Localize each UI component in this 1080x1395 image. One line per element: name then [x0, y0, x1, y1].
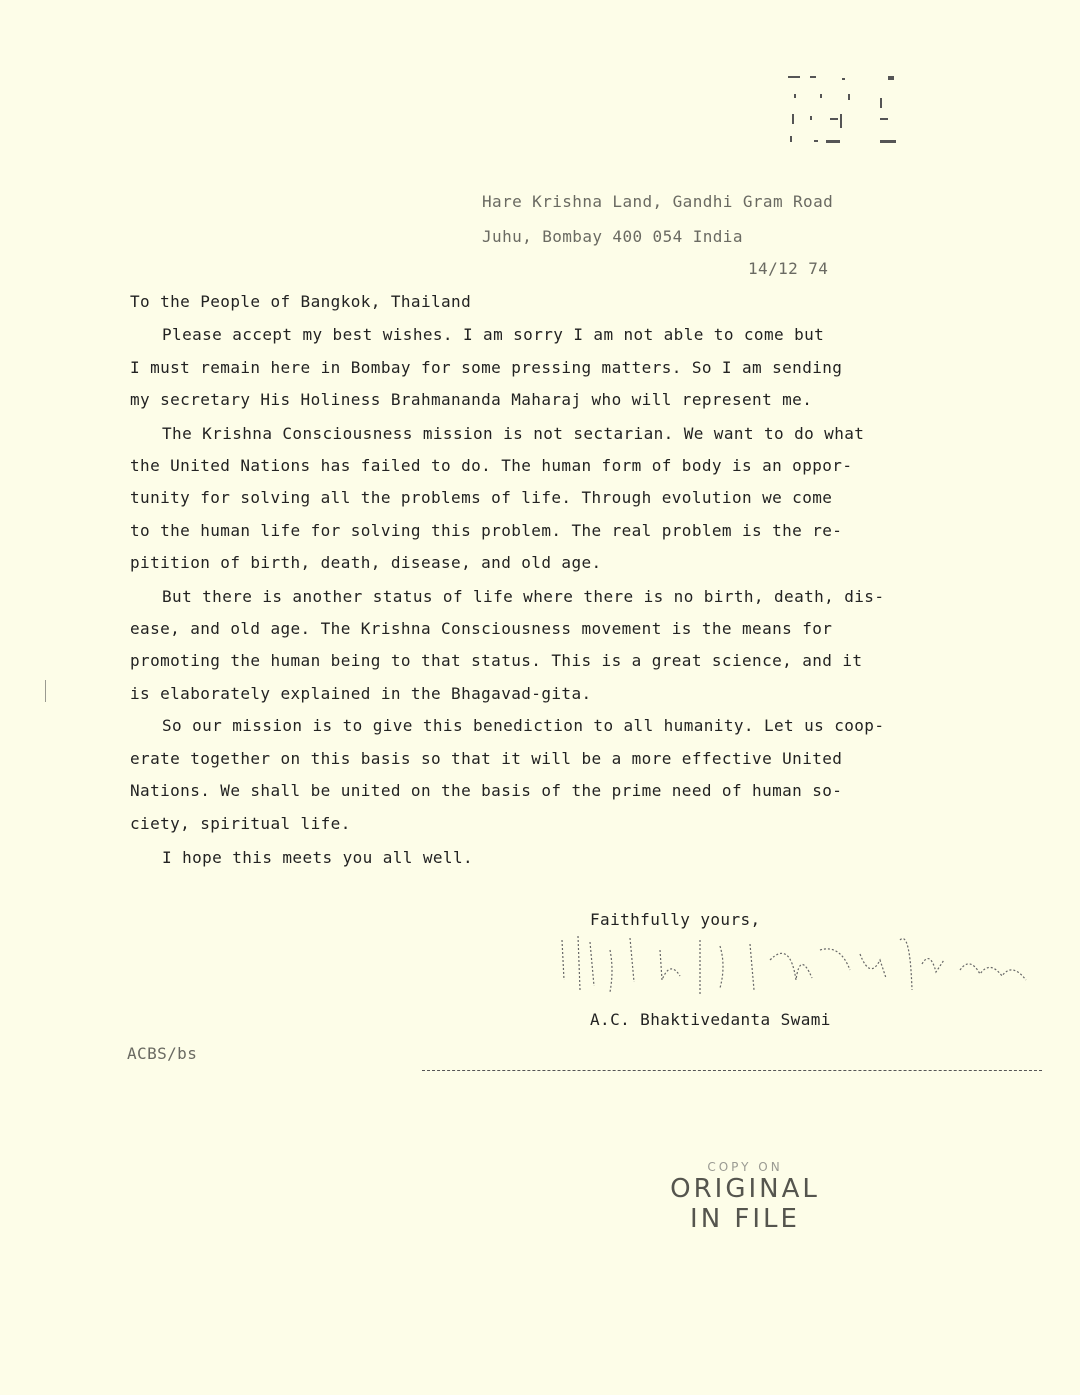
body-line: So our mission is to give this benediction to all humanity. Let us coop- [162, 716, 885, 735]
left-edge-mark [45, 680, 46, 702]
handwritten-signature [550, 920, 1050, 1010]
body-line: Nations. We shall be united on the basis of the prime need of human so- [130, 781, 843, 800]
body-line: ciety, spiritual life. [130, 814, 351, 833]
stamp-top-text: COPY ON [707, 1160, 783, 1174]
signatory-name: A.C. Bhaktivedanta Swami [590, 1010, 831, 1029]
body-line: The Krishna Consciousness mission is not sectarian. We want to do what [162, 424, 865, 443]
body-line: I must remain here in Bombay for some pressing matters. So I am sending [130, 358, 843, 377]
body-line: ease, and old age. The Krishna Consciousness movement is the means for [130, 619, 833, 638]
body-line: I hope this meets you all well. [162, 848, 474, 867]
body-line: pitition of birth, death, disease, and old age. [130, 553, 602, 572]
body-line: tunity for solving all the problems of life. Through evolution we come [130, 488, 833, 507]
letterhead-address-line-1: Hare Krishna Land, Gandhi Gram Road [482, 192, 834, 211]
original-in-file-stamp [660, 1160, 830, 1234]
body-line: my secretary His Holiness Brahmananda Maharaj who will represent me. [130, 390, 813, 409]
letterhead-address-line-2: Juhu, Bombay 400 054 India [482, 227, 743, 246]
divider-line [422, 1070, 1042, 1071]
body-line: is elaborately explained in the Bhagavad-gita. [130, 684, 592, 703]
body-line: the United Nations has failed to do. The human form of body is an oppor- [130, 456, 853, 475]
body-line: to the human life for solving this problem. The real problem is the re- [130, 521, 843, 540]
letter-date: 14/12 74 [748, 259, 829, 278]
body-line: promoting the human being to that status. This is a great science, and it [130, 651, 863, 670]
reference-initials: ACBS/bs [127, 1044, 198, 1063]
salutation: To the People of Bangkok, Thailand [130, 292, 472, 311]
stamp-line-1: ORIGINAL [670, 1174, 820, 1204]
body-line: But there is another status of life where there is no birth, death, dis- [162, 587, 885, 606]
stamp-line-2: IN FILE [690, 1204, 800, 1234]
body-line: Please accept my best wishes. I am sorry I am not able to come but [162, 325, 825, 344]
body-line: erate together on this basis so that it will be a more effective United [130, 749, 843, 768]
top-right-faint-mark [770, 70, 910, 150]
closing-phrase: Faithfully yours, [590, 910, 761, 929]
